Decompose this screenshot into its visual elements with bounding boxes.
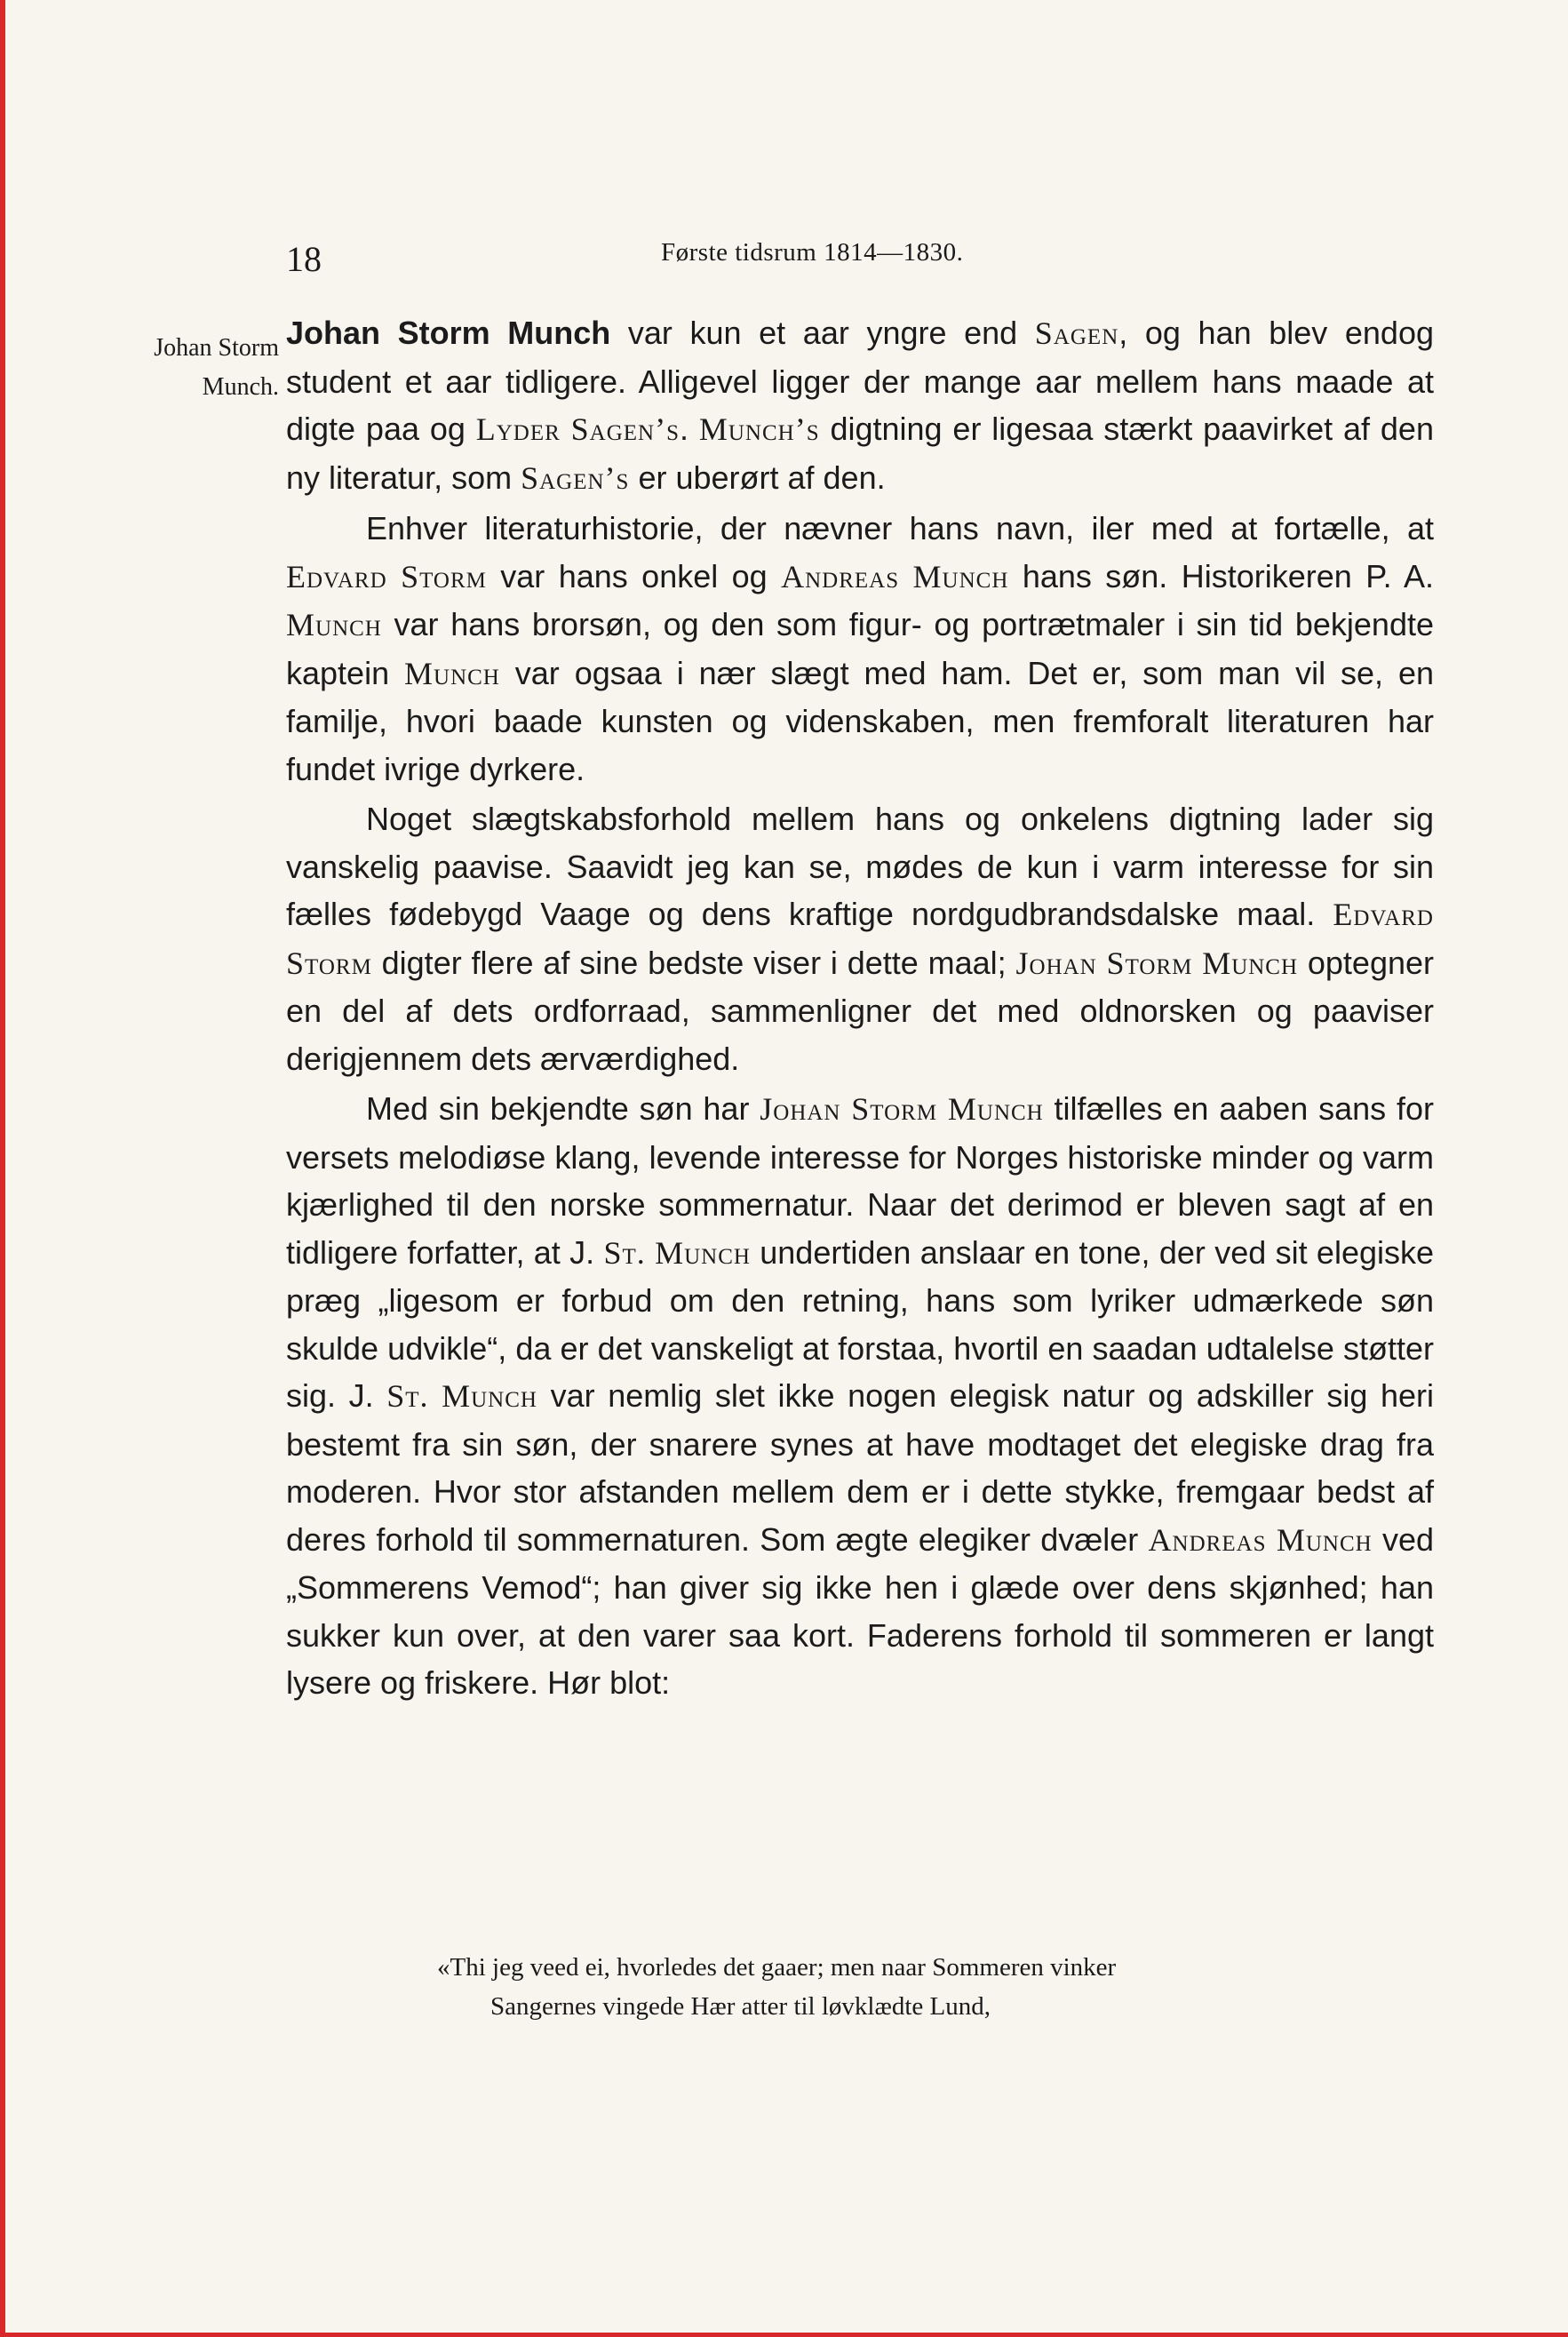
small-caps-name: Munch [404,655,500,691]
text-run: . [680,411,699,447]
page-number: 18 [286,239,322,279]
verse-line: Sangernes vingede Hær atter til løvklædte Lund, [490,1992,991,2021]
text-run: var hans brorsøn, og den som figur- og portrætmaler i sin tid bekjendte kaptein [286,606,1434,691]
small-caps-name: Edvard Storm [286,558,487,594]
small-caps-name: Johan Storm Munch [1015,945,1299,981]
text-run: var nemlig slet ikke nogen elegisk natur og adskiller sig heri bestemt fra sin søn, der snarere synes at have modtaget det elegiske drag fra moderen. Hvor stor afstanden mellem dem er i dette stykke, fremgaar bedst af deres forhold til sommernaturen. Som ægte elegiker dvæler [286,1377,1435,1558]
text-run: digtning er ligesaa stærkt paavirket af den ny literatur, som [286,411,1434,496]
small-caps-name: Johan Storm Munch [760,1091,1044,1127]
margin-note-line: Munch. [202,373,279,401]
paragraph [286,309,1434,502]
paragraph [286,505,1434,793]
text-run: tilfælles en aaben sans for versets melodiøse klang, levende interesse for Norges historiske minder og varm kjærlighed til den norske sommernatur. Naar det derimod er bleven sagt af en tidligere forfatter, at J. [286,1090,1434,1271]
text-run: var hans onkel og [486,557,782,594]
small-caps-name: Lyder Sagen’s [475,411,680,447]
text-run: er uberørt af den. [629,459,886,496]
small-caps-name: Andreas Munch [1148,1521,1373,1558]
small-caps-name: St. Munch [386,1378,537,1414]
text-run: Med sin bekjendte søn har [366,1090,760,1127]
small-caps-name: Sagen’s [521,459,630,496]
verse-line: «Thi jeg veed ei, hvorledes det gaaer; men naar Sommeren vinker [437,1953,1117,1982]
text-run: digter flere af sine bedste viser i dette maal; [371,944,1016,981]
text-run: var kun et aar yngre end [610,315,1035,351]
body-text [286,309,1434,1707]
small-caps-name: Andreas Munch [781,558,1009,594]
paragraph [286,795,1434,1082]
small-caps-name: Munch’s [698,411,820,447]
margin-note-line: Johan Storm [154,334,279,362]
text-run: Noget slægtskabsforhold mellem hans og onkelens digtning lader sig vanskelig paavise. Saavidt jeg kan se, mødes de kun i varm interesse for sin fælles fødebygd Vaage og dens kraftige nordgudbrandsdalske maal. [286,801,1434,932]
paragraph [286,1085,1434,1707]
running-head: Første tidsrum 1814—1830. [661,238,964,267]
text-run: hans søn. Historikeren P. A. [1008,557,1435,594]
lead-name: Johan Storm Munch [286,315,611,351]
margin-note [101,329,279,407]
text-run: , og han blev endog student et aar tidligere. Alligevel ligger der mange aar mellem hans maade at digte paa og [286,315,1434,447]
small-caps-name: Munch [286,607,382,642]
verse-quote [437,1948,1361,2026]
text-run: undertiden anslaar en tone, der ved sit elegiske præg „ligesom er forbud om den retning, hans som lyriker udmærkede søn skulde udvikle“, da er det vanskeligt at forstaa, hvortil en saadan udtalelse støtter sig. J. [286,1233,1435,1414]
small-caps-name: Sagen [1034,315,1119,351]
small-caps-name: Edvard Storm [286,897,1434,981]
small-caps-name: St. Munch [603,1234,751,1271]
text-run: Enhver literaturhistorie, der nævner hans navn, iler med at fortælle, at [366,510,1434,546]
text-run: optegner en del af dets ordforraad, sammenligner det med oldnorsken og paaviser derigjennem dets ærværdighed. [286,944,1434,1077]
text-run: var ogsaa i nær slægt med ham. Det er, som man vil se, en familje, hvori baade kunsten og videnskaben, men fremforalt literaturen har fundet ivrige dyrkere. [286,654,1434,787]
text-run: ved „Sommerens Vemod“; han giver sig ikke hen i glæde over dens skjønhed; han sukker kun over, at den varer saa kort. Faderens forhold til sommeren er langt lysere og friskere. Hør blot: [286,1520,1434,1701]
